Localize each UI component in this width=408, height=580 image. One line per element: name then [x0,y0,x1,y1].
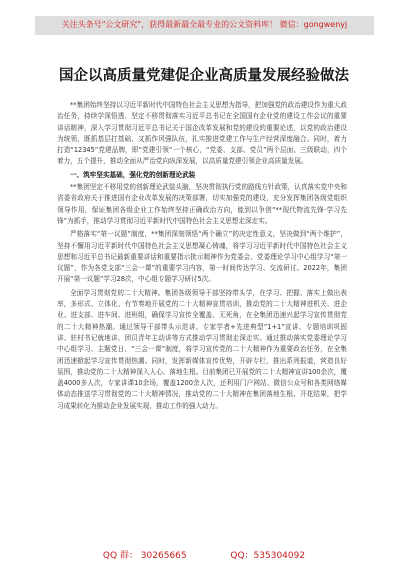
document-title: 国企以高质量党建促企业高质量发展经验做法 [59,68,349,84]
body-paragraph-3: 全面学习贯彻党的二十大精神。集团各级领导干部坚持带头学，在学习、把握、落实上做出表率，多形式、立体化、有节奏地开展党的二十大精神宣贯培训，推动党的二十大精神进机关、进企业、进支部、进车间、进班组，确保学习宣传全覆盖、无死角，在全集团迅速兴起学习宣传贯彻党的二十大精神热潮。通过领导干部带头示范讲、专家学者+先进典型“1+1”宣讲、专题培训巩固讲、驻村书记就地讲、团员青年主动讲等方式推动学习贯彻走深走实。通过推动落实党委理论学习中心组学习、主题党日、“三会一课”制度，将学习宣传党的二十大精神作为重要政治任务，在全集团迅速掀起学习宣传贯彻热潮。同时，发挥新媒体宣传优势，开辟专栏，推出系列报道，营造良好氛围，推动党的二十大精神深入人心、落地生根。目前集团已开展党的二十大精神宣讲100余次，覆盖4000多人次，专家讲课10余场，覆盖1200余人次，还利用门户网站、微信公众号和各类网络媒体动态推送学习贯彻党的二十大精神情况，推动党的二十大精神在集团落地生根、开花结果，把学习成果转化为推动企业发展实现、推动工作的强大动力。 [57,288,347,410]
intro-paragraph: **集团始终坚持以习近平新时代中国特色社会主义思想为指导，把加强党的政治建设作为重大政治任务，持续学深悟透、坚定不移贯彻落实习近平总书记在全国国有企业党的建设工作会议的重要讲话精神，深入学习贯彻习近平总书记关于国企改革发展和党的建设的重要论述，以党的政治建设为统领，既抓基层打基础、又抓作风强队伍，扎实推进党建工作与生产经营深度融合。同时，着力打造“12345”党建品牌，即“党建引领”一个核心，“党委、支部、党员”两个层面、三级联动，四个着力，五个提升，推动全面从严治党向纵深发展，以高质量党建引领企业高质量发展。 [57,101,347,166]
top-banner [35,16,374,35]
footer-qq: QQ：535304092 [230,551,306,561]
section-heading-1: 一、筑牢坚实基础，强化党的创新理论武装 [70,170,196,179]
footer-qq-group: QQ 群： 30265665 [102,551,187,561]
body-paragraph-1: **集团坚定不移用党的创新理论武装头脑，坚决贯彻执行党的路线方针政策，认真落实党中央和省委省政府关于推进国有企业改革发展的决策部署，切实加强党的建设，充分发挥集团各级党组织领导作用，保证集团各级企业工作始终坚持正确政治方向，能到以争创“**现代物流先锋·学习先锋”为抓手，推动学习贯彻习近平新时代中国特色社会主义思想走深走实。 [57,183,347,225]
document-body [57,100,347,412]
footer-contact [0,548,408,561]
body-paragraph-2: 严格落实“第一议题”制度，**集团深刻领悟“两个确立”的决定性意义，坚决做到“两个维护”，坚持不懈用习近平新时代中国特色社会主义思想凝心铸魂，将学习习近平新时代中国特色社会主义思想和习近平总书记最新重要讲话和重要指示批示精神作为党委会、党委理论学习中心组学习“第一议题”，作为各党支部“三会一课”的重要学习内容，第一时间传达学习、交流研讨。2022年，集团开展“第一议题”学习28次，中心组专题学习研讨5次。 [57,230,347,284]
banner-text: 关注头条号"公文研究"，获得最新最全最专业的公文资料库！ 微信：gongwenyj [61,20,348,29]
